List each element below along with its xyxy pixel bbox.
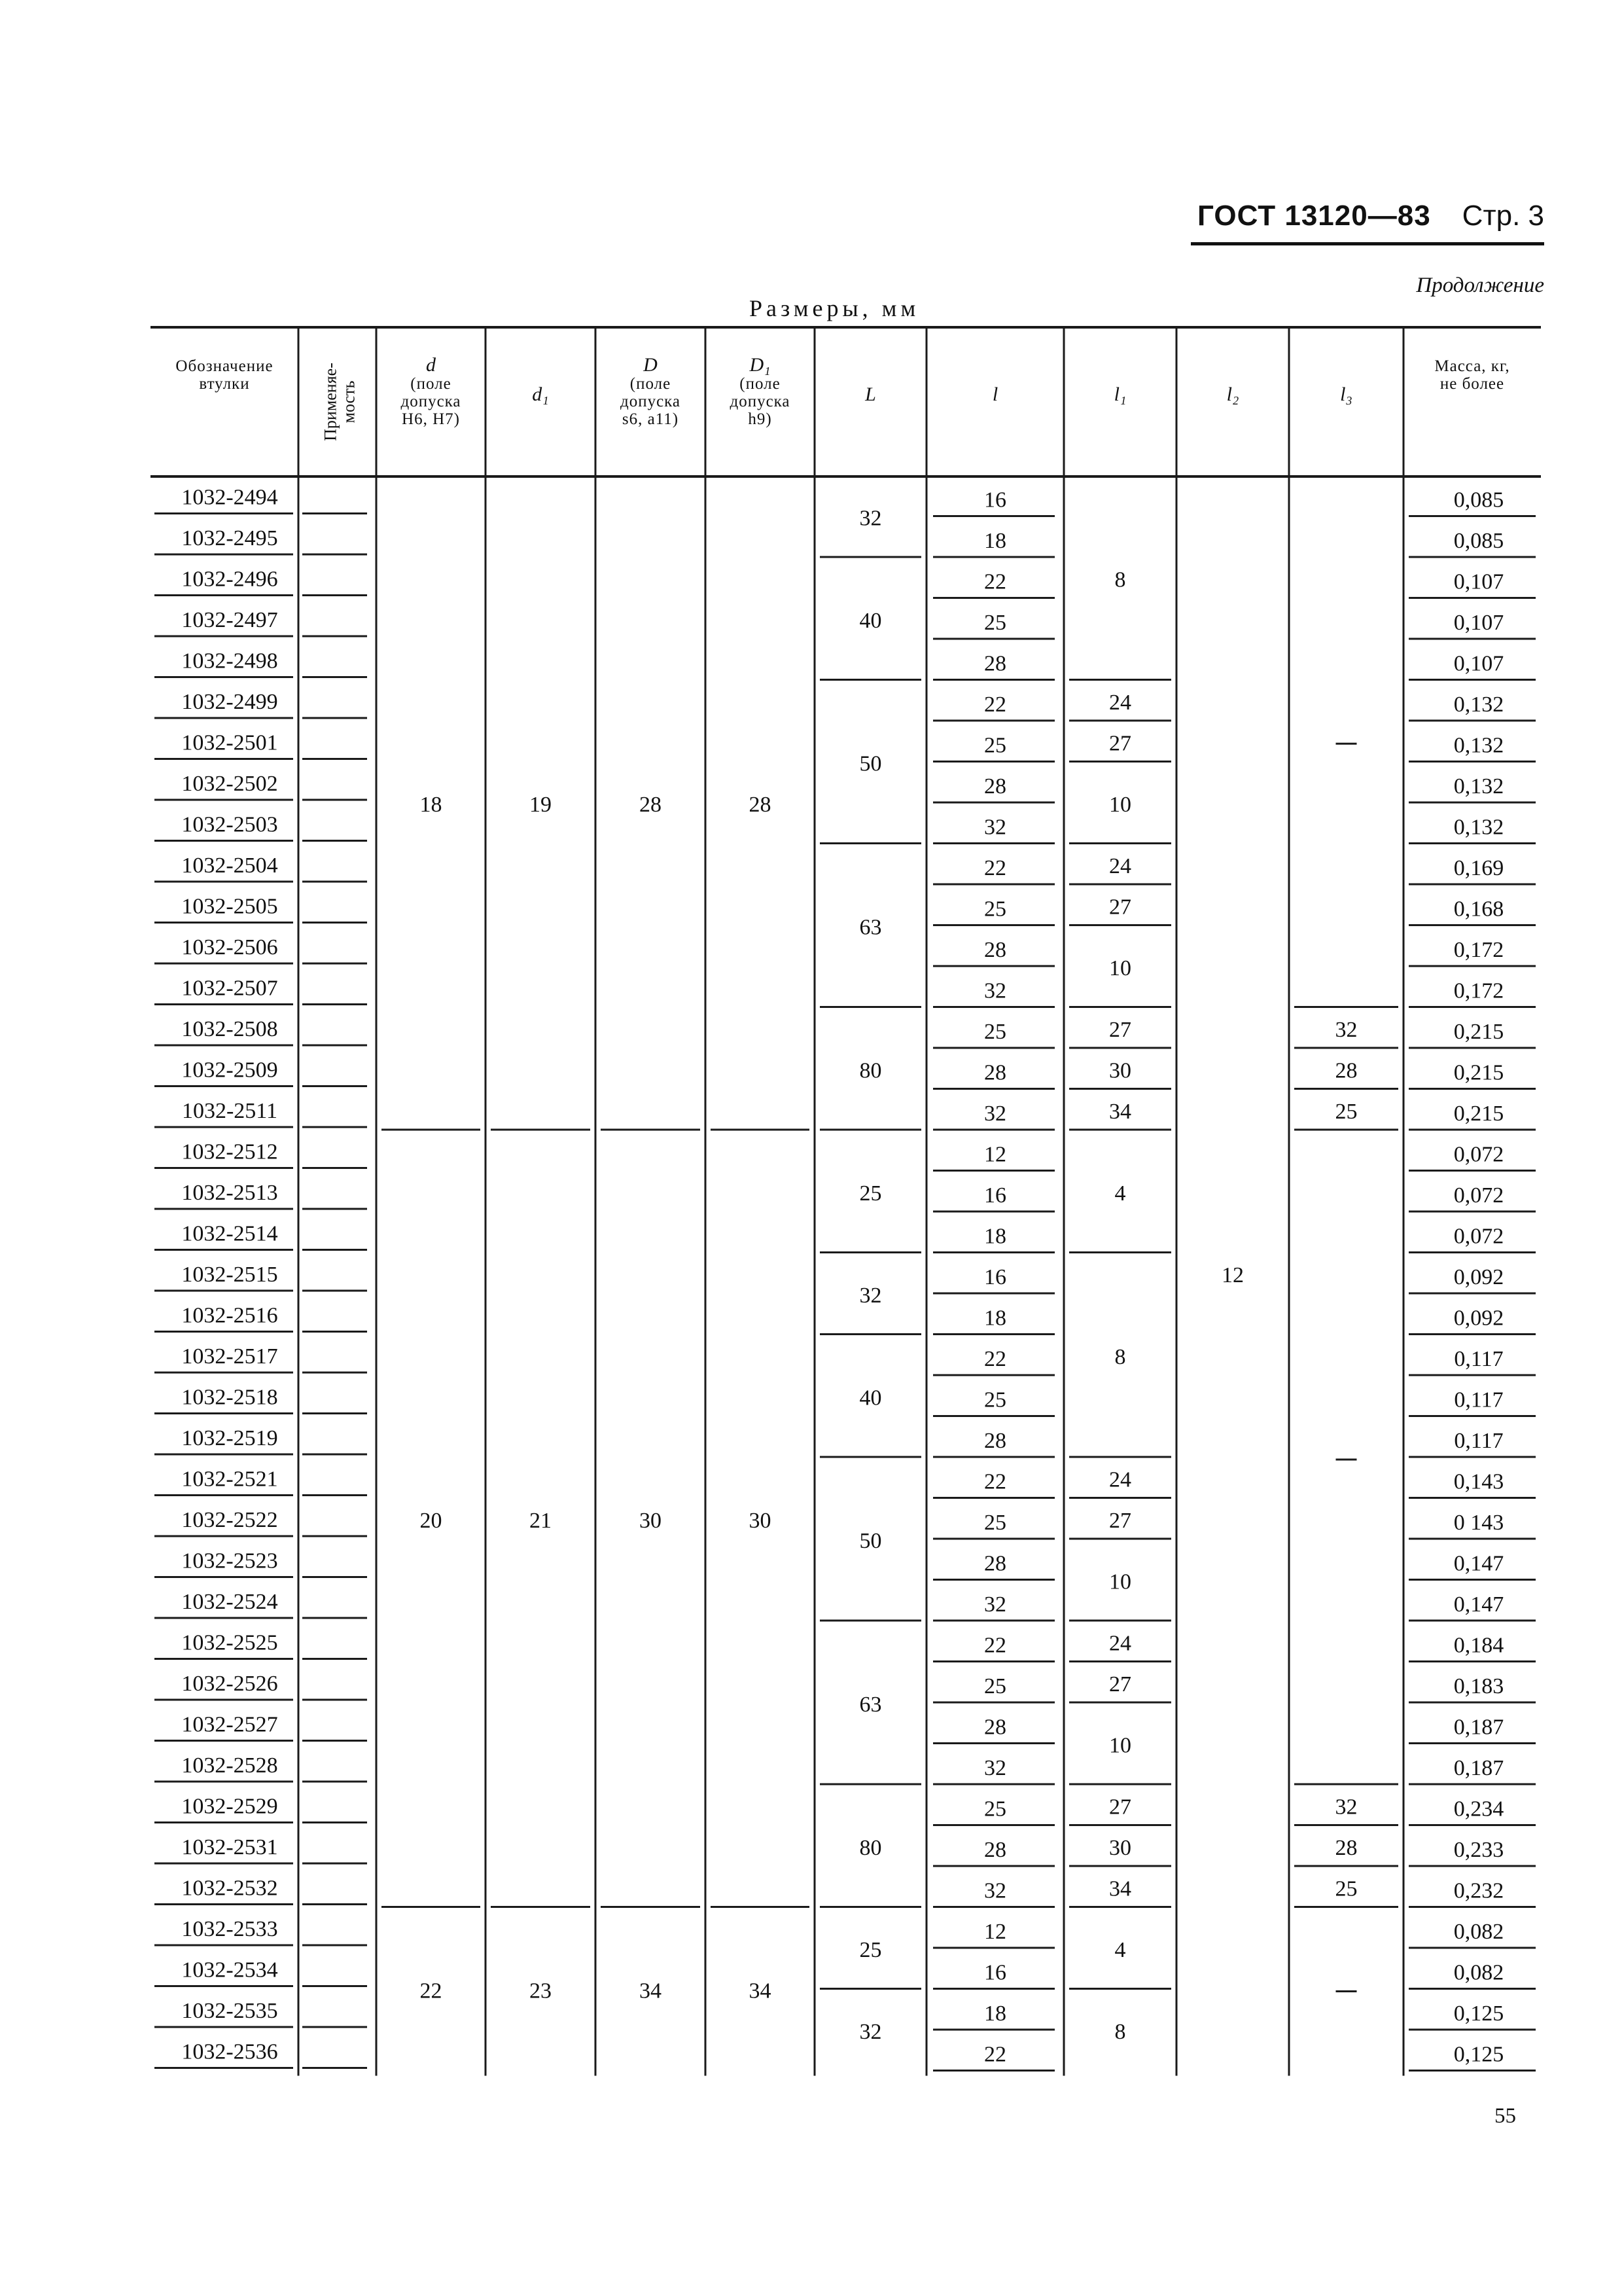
row-l: 18 xyxy=(984,529,1006,553)
row-designation: 1032-2513 xyxy=(181,1181,278,1205)
span-l1-value: 4 xyxy=(1114,1938,1126,1962)
span-L-value: 80 xyxy=(859,1835,882,1860)
row-mass: 0,232 xyxy=(1453,1878,1504,1903)
span-L-value: 32 xyxy=(859,506,882,531)
row-mass: 0,107 xyxy=(1453,569,1504,594)
row-l: 28 xyxy=(984,1838,1006,1862)
page-label: Стр. 3 xyxy=(1462,200,1544,232)
row-mass: 0,132 xyxy=(1453,733,1504,758)
row-mass: 0,168 xyxy=(1453,897,1504,922)
row-designation: 1032-2514 xyxy=(181,1221,278,1246)
row-l: 32 xyxy=(984,1878,1006,1903)
span-L-value: 32 xyxy=(859,1283,882,1308)
row-mass: 0,125 xyxy=(1453,2001,1504,2026)
header-l1-line: l₁ xyxy=(1114,384,1127,405)
span-l1-value: 27 xyxy=(1109,731,1131,756)
row-l: 28 xyxy=(984,938,1006,962)
row-mass: 0,147 xyxy=(1453,1592,1504,1617)
row-mass: 0,147 xyxy=(1453,1551,1504,1576)
row-mass: 0,092 xyxy=(1453,1265,1504,1289)
row-l: 16 xyxy=(984,1183,1006,1208)
row-designation: 1032-2519 xyxy=(181,1426,278,1450)
span-l1-value: 10 xyxy=(1109,793,1131,817)
row-l: 12 xyxy=(984,1142,1006,1167)
row-mass: 0,092 xyxy=(1453,1306,1504,1331)
dimensions-label: Размеры, мм xyxy=(749,295,920,321)
row-mass: 0,187 xyxy=(1453,1715,1504,1740)
page-number: 55 xyxy=(1494,2104,1516,2128)
span-d1-value: 23 xyxy=(529,1979,552,2003)
span-d1-value: 21 xyxy=(529,1508,552,1533)
row-mass: 0,169 xyxy=(1453,856,1504,880)
row-designation: 1032-2528 xyxy=(181,1753,278,1778)
header-d-line: (поле xyxy=(410,375,451,393)
header-mass-line: Масса, кг, xyxy=(1434,357,1510,375)
row-designation: 1032-2497 xyxy=(181,608,278,632)
header-D-line: допуска xyxy=(620,393,681,410)
row-l: 18 xyxy=(984,2001,1006,2026)
row-designation: 1032-2529 xyxy=(181,1794,278,1819)
row-l: 28 xyxy=(984,774,1006,798)
header-designation-line: втулки xyxy=(199,375,250,393)
document-header xyxy=(1197,200,1544,239)
row-mass: 0,233 xyxy=(1453,1838,1504,1862)
row-designation: 1032-2499 xyxy=(181,690,278,714)
span-L-value: 63 xyxy=(859,1693,882,1717)
row-designation: 1032-2534 xyxy=(181,1958,278,1982)
header-designation-line: Обозначение xyxy=(175,357,274,375)
row-l: 25 xyxy=(984,1797,1006,1821)
header-D-line: s6, a11) xyxy=(622,410,679,428)
row-l: 12 xyxy=(984,1920,1006,1944)
span-l1-value: 27 xyxy=(1109,1017,1131,1042)
span-D-value: 30 xyxy=(639,1508,662,1533)
row-l: 22 xyxy=(984,569,1006,594)
row-designation: 1032-2532 xyxy=(181,1876,278,1901)
row-designation: 1032-2512 xyxy=(181,1139,278,1164)
row-l: 22 xyxy=(984,1633,1006,1658)
row-mass: 0,117 xyxy=(1454,1388,1504,1412)
span-l1-value: 10 xyxy=(1109,956,1131,980)
span-l1-value: 27 xyxy=(1109,1508,1131,1533)
span-l1-value: 34 xyxy=(1109,1099,1131,1124)
span-d-value: 20 xyxy=(419,1508,442,1533)
row-l: 28 xyxy=(984,651,1006,676)
row-designation: 1032-2518 xyxy=(181,1385,278,1410)
span-l1-value: 24 xyxy=(1109,1631,1131,1656)
row-mass: 0,125 xyxy=(1453,2042,1504,2067)
span-L-value: 63 xyxy=(859,915,882,940)
span-d-value: 18 xyxy=(419,793,442,817)
span-l1-value: 4 xyxy=(1114,1181,1126,1206)
span-D-value: 28 xyxy=(639,793,662,817)
row-mass: 0,183 xyxy=(1453,1674,1504,1698)
row-mass: 0,184 xyxy=(1453,1633,1504,1658)
span-l1-value: 34 xyxy=(1109,1876,1131,1901)
row-l: 22 xyxy=(984,692,1006,717)
row-mass: 0,132 xyxy=(1453,815,1504,840)
row-l: 25 xyxy=(984,1674,1006,1698)
row-mass: 0,143 xyxy=(1453,1469,1504,1494)
span-l1-value: 8 xyxy=(1114,1344,1126,1369)
row-mass: 0,215 xyxy=(1453,1102,1504,1126)
row-designation: 1032-2522 xyxy=(181,1508,278,1532)
row-designation: 1032-2508 xyxy=(181,1017,278,1041)
row-l: 22 xyxy=(984,1347,1006,1371)
span-l1-value: 27 xyxy=(1109,1795,1131,1820)
span-l3-value: 25 xyxy=(1335,1099,1358,1124)
span-l1-value: 27 xyxy=(1109,895,1131,920)
row-l: 16 xyxy=(984,1960,1006,1985)
row-l: 25 xyxy=(984,1388,1006,1412)
row-designation: 1032-2501 xyxy=(181,730,278,755)
dimensions-table xyxy=(150,322,1541,2102)
span-D1-value: 28 xyxy=(749,793,771,817)
span-l1-value: 8 xyxy=(1114,567,1126,592)
row-mass: 0,107 xyxy=(1453,611,1504,635)
span-L-value: 25 xyxy=(859,1938,882,1962)
row-designation: 1032-2526 xyxy=(181,1672,278,1696)
header-l3-line: l₃ xyxy=(1340,384,1352,405)
row-designation: 1032-2506 xyxy=(181,935,278,960)
row-l: 22 xyxy=(984,1469,1006,1494)
row-l: 28 xyxy=(984,1715,1006,1740)
header-L-line: L xyxy=(865,384,876,405)
span-l1-value: 27 xyxy=(1109,1672,1131,1696)
row-l: 32 xyxy=(984,978,1006,1003)
span-d1-value: 19 xyxy=(529,793,552,817)
row-designation: 1032-2509 xyxy=(181,1058,278,1083)
row-designation: 1032-2517 xyxy=(181,1344,278,1369)
row-l: 18 xyxy=(984,1306,1006,1331)
row-designation: 1032-2502 xyxy=(181,772,278,796)
row-designation: 1032-2494 xyxy=(181,485,278,510)
span-L-value: 50 xyxy=(859,751,882,776)
row-mass: 0,085 xyxy=(1453,529,1504,553)
row-l: 16 xyxy=(984,1265,1006,1289)
row-l: 25 xyxy=(984,1020,1006,1044)
span-l3-value: 25 xyxy=(1335,1876,1358,1901)
row-designation: 1032-2524 xyxy=(181,1590,278,1614)
row-l: 25 xyxy=(984,897,1006,922)
row-l: 28 xyxy=(984,1551,1006,1576)
span-l2-value: 12 xyxy=(1222,1263,1244,1287)
row-designation: 1032-2533 xyxy=(181,1917,278,1941)
row-designation: 1032-2525 xyxy=(181,1630,278,1655)
span-l1-value: 24 xyxy=(1109,690,1131,715)
span-l1-value: 30 xyxy=(1109,1058,1131,1083)
row-l: 18 xyxy=(984,1224,1006,1249)
span-l1-value: 24 xyxy=(1109,853,1131,878)
header-D1-line: допуска xyxy=(730,393,790,410)
span-d-value: 22 xyxy=(419,1979,442,2003)
row-mass: 0,117 xyxy=(1454,1429,1504,1453)
span-D1-value: 34 xyxy=(749,1979,771,2003)
row-designation: 1032-2535 xyxy=(181,1999,278,2023)
header-rule xyxy=(1191,242,1544,245)
span-D-value: 34 xyxy=(639,1979,662,2003)
row-l: 32 xyxy=(984,1756,1006,1780)
row-l: 32 xyxy=(984,815,1006,840)
row-designation: 1032-2516 xyxy=(181,1303,278,1328)
row-l: 16 xyxy=(984,488,1006,512)
row-l: 28 xyxy=(984,1429,1006,1453)
row-l: 32 xyxy=(984,1592,1006,1617)
row-designation: 1032-2531 xyxy=(181,1835,278,1859)
row-mass: 0,132 xyxy=(1453,774,1504,798)
row-mass: 0,172 xyxy=(1453,978,1504,1003)
span-L-value: 40 xyxy=(859,608,882,633)
span-l3-value: 28 xyxy=(1335,1058,1358,1083)
span-l3-value: 32 xyxy=(1335,1795,1358,1820)
row-designation: 1032-2536 xyxy=(181,2039,278,2064)
row-designation: 1032-2495 xyxy=(181,526,278,550)
row-mass: 0,082 xyxy=(1453,1960,1504,1985)
standard-title: ГОСТ 13120—83 xyxy=(1197,200,1431,232)
table-grid xyxy=(150,322,1541,2102)
row-designation: 1032-2507 xyxy=(181,976,278,1001)
row-mass: 0,117 xyxy=(1454,1347,1504,1371)
row-designation: 1032-2505 xyxy=(181,894,278,919)
row-l: 22 xyxy=(984,856,1006,880)
row-designation: 1032-2496 xyxy=(181,567,278,592)
row-mass: 0,172 xyxy=(1453,938,1504,962)
header-mass-line: не более xyxy=(1439,375,1505,393)
row-mass: 0,082 xyxy=(1453,1920,1504,1944)
header-applicability xyxy=(321,363,359,441)
row-designation: 1032-2523 xyxy=(181,1549,278,1573)
row-l: 25 xyxy=(984,1511,1006,1535)
row-l: 22 xyxy=(984,2042,1006,2067)
span-l1-value: 10 xyxy=(1109,1733,1131,1758)
header-D1-line: (поле xyxy=(739,375,781,393)
row-mass: 0,085 xyxy=(1453,488,1504,512)
row-mass: 0 143 xyxy=(1453,1511,1504,1535)
header-D-line: D xyxy=(643,354,658,376)
row-designation: 1032-2515 xyxy=(181,1263,278,1287)
span-D1-value: 30 xyxy=(749,1508,771,1533)
row-mass: 0,187 xyxy=(1453,1756,1504,1780)
row-l: 28 xyxy=(984,1060,1006,1085)
row-mass: 0,215 xyxy=(1453,1020,1504,1044)
span-L-value: 50 xyxy=(859,1529,882,1553)
row-l: 25 xyxy=(984,611,1006,635)
row-mass: 0,132 xyxy=(1453,692,1504,717)
row-mass: 0,072 xyxy=(1453,1224,1504,1249)
span-L-value: 25 xyxy=(859,1181,882,1206)
row-mass: 0,072 xyxy=(1453,1142,1504,1167)
header-D-line: (поле xyxy=(629,375,671,393)
header-d-line: d xyxy=(426,354,436,376)
span-l3-value: 28 xyxy=(1335,1835,1358,1860)
row-l: 32 xyxy=(984,1102,1006,1126)
header-applicability-line: Применяе- xyxy=(321,363,340,441)
header-d-line: допуска xyxy=(400,393,461,410)
row-l: 25 xyxy=(984,733,1006,758)
span-L-value: 32 xyxy=(859,2020,882,2044)
span-l1-value: 24 xyxy=(1109,1467,1131,1492)
continuation-label: Продолжение xyxy=(1416,274,1544,297)
header-applicability-line: мость xyxy=(339,380,359,423)
header-l-line: l xyxy=(992,384,998,405)
row-mass: 0,215 xyxy=(1453,1060,1504,1085)
row-designation: 1032-2511 xyxy=(181,1099,278,1123)
span-l1-value: 8 xyxy=(1114,2020,1126,2044)
header-D1-line: h9) xyxy=(748,410,772,428)
header-l2-line: l₂ xyxy=(1226,384,1239,405)
span-L-value: 80 xyxy=(859,1058,882,1083)
span-l3-value: 32 xyxy=(1335,1017,1358,1042)
row-designation: 1032-2521 xyxy=(181,1467,278,1492)
span-l1-value: 10 xyxy=(1109,1570,1131,1594)
row-designation: 1032-2498 xyxy=(181,649,278,673)
row-mass: 0,234 xyxy=(1453,1797,1504,1821)
header-d-line: H6, H7) xyxy=(402,410,460,428)
row-designation: 1032-2527 xyxy=(181,1712,278,1737)
span-L-value: 40 xyxy=(859,1386,882,1410)
row-mass: 0,072 xyxy=(1453,1183,1504,1208)
row-designation: 1032-2503 xyxy=(181,812,278,837)
row-mass: 0,107 xyxy=(1453,651,1504,676)
row-designation: 1032-2504 xyxy=(181,853,278,878)
header-d1-line: d₁ xyxy=(532,384,549,405)
header-D1-line: D₁ xyxy=(749,354,771,376)
span-l1-value: 30 xyxy=(1109,1835,1131,1860)
